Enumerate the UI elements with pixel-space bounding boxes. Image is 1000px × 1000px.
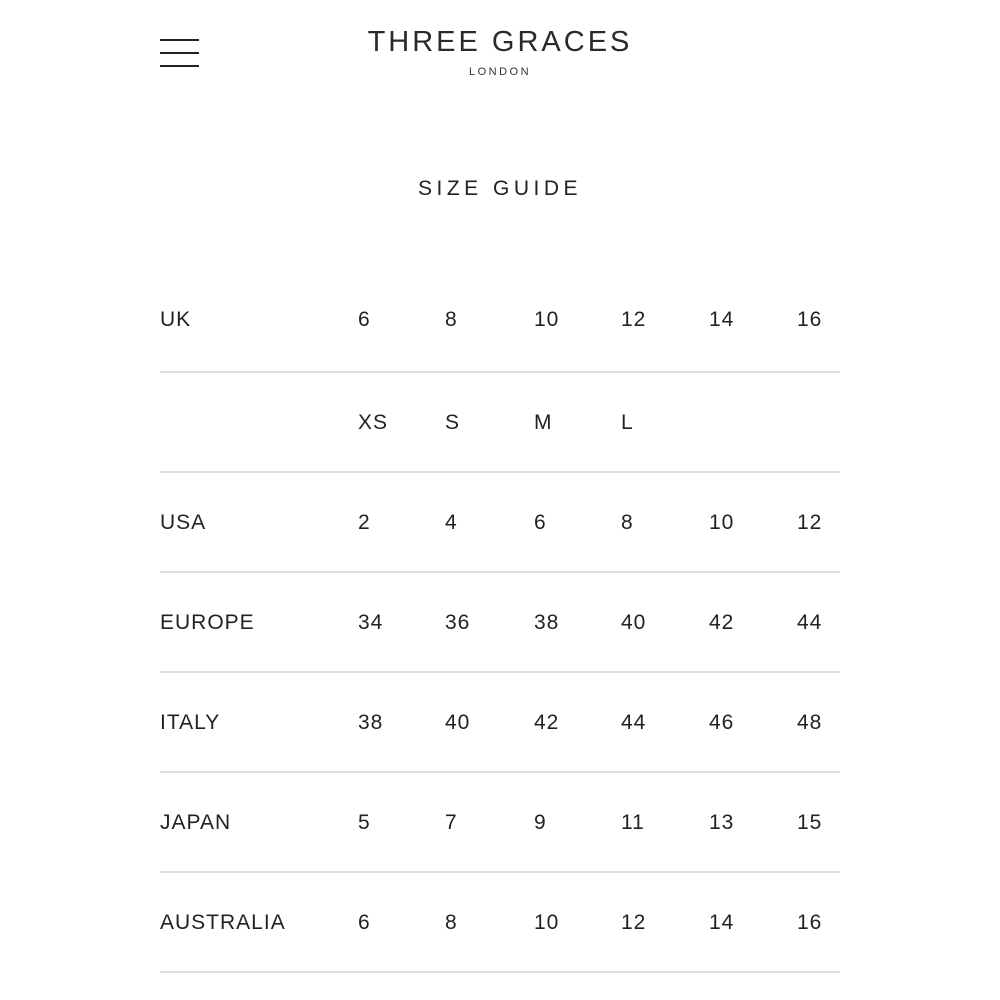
menu-button[interactable] bbox=[160, 38, 200, 68]
table-cell: 38 bbox=[358, 711, 384, 734]
table-cell: 14 bbox=[709, 911, 735, 934]
table-cell: S bbox=[445, 411, 461, 434]
table-cell: 12 bbox=[797, 511, 823, 534]
brand-logo[interactable] bbox=[300, 26, 700, 79]
table-cell: 15 bbox=[797, 811, 823, 834]
table-cell: 40 bbox=[621, 611, 647, 634]
row-label: ITALY bbox=[160, 711, 221, 734]
table-cell: 10 bbox=[709, 511, 735, 534]
row-label: AUSTRALIA bbox=[160, 911, 286, 934]
table-cell: 38 bbox=[534, 611, 560, 634]
row-label: EUROPE bbox=[160, 611, 255, 634]
table-cell: 44 bbox=[621, 711, 647, 734]
table-cell: 42 bbox=[709, 611, 735, 634]
table-cell: 46 bbox=[709, 711, 735, 734]
hamburger-menu-icon-line bbox=[160, 65, 199, 67]
table-cell: 34 bbox=[358, 611, 384, 634]
table-cell: 11 bbox=[621, 811, 645, 834]
row-label: USA bbox=[160, 511, 207, 534]
row-label: UK bbox=[160, 308, 192, 331]
table-cell: XS bbox=[358, 411, 389, 434]
table-cell: L bbox=[621, 411, 634, 434]
table-cell: 7 bbox=[445, 811, 458, 834]
table-cell: 9 bbox=[534, 811, 547, 834]
table-cell: 16 bbox=[797, 308, 823, 331]
hamburger-menu-icon-line bbox=[160, 39, 199, 41]
table-cell: 36 bbox=[445, 611, 471, 634]
table-cell: 44 bbox=[797, 611, 823, 634]
table-cell: 6 bbox=[534, 511, 547, 534]
table-cell: 12 bbox=[621, 308, 647, 331]
brand-subtitle: LONDON bbox=[468, 66, 532, 78]
table-cell: M bbox=[534, 411, 553, 434]
table-cell: 16 bbox=[797, 911, 823, 934]
table-cell: 4 bbox=[445, 511, 458, 534]
table-cell: 12 bbox=[621, 911, 647, 934]
table-row bbox=[160, 773, 840, 873]
table-cell: 42 bbox=[534, 711, 560, 734]
table-cell: 10 bbox=[534, 911, 560, 934]
table-cell: 6 bbox=[358, 911, 371, 934]
row-label: JAPAN bbox=[160, 811, 232, 834]
page-title: SIZE GUIDE bbox=[417, 177, 583, 200]
brand-name: THREE GRACES bbox=[367, 26, 633, 58]
table-cell: 8 bbox=[445, 911, 458, 934]
table-row bbox=[160, 873, 840, 973]
table-cell: 14 bbox=[709, 308, 735, 331]
table-cell: 48 bbox=[797, 711, 823, 734]
table-row bbox=[160, 373, 840, 473]
table-cell: 5 bbox=[358, 811, 371, 834]
table-row bbox=[160, 573, 840, 673]
table-cell: 13 bbox=[709, 811, 735, 834]
table-row bbox=[160, 270, 840, 373]
table-cell: 8 bbox=[621, 511, 634, 534]
table-cell: 10 bbox=[534, 308, 560, 331]
size-guide-table bbox=[160, 270, 840, 973]
table-row bbox=[160, 473, 840, 573]
hamburger-menu-icon-line bbox=[160, 52, 199, 54]
table-row bbox=[160, 673, 840, 773]
table-cell: 2 bbox=[358, 511, 371, 534]
table-cell: 6 bbox=[358, 308, 371, 331]
table-cell: 40 bbox=[445, 711, 471, 734]
table-cell: 8 bbox=[445, 308, 458, 331]
